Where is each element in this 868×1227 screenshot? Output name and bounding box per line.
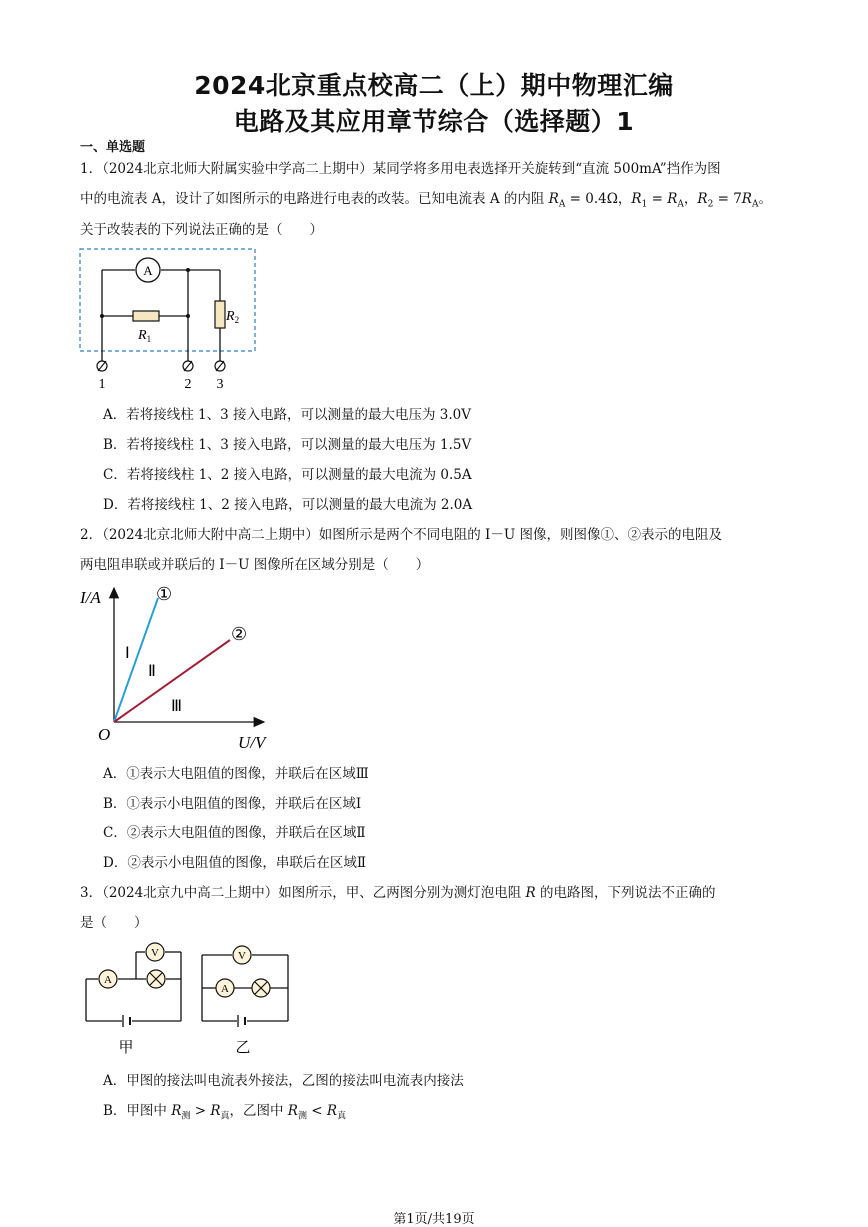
section-heading: 一、单选题 <box>80 140 146 155</box>
region-1-label: Ⅰ <box>125 645 130 662</box>
origin-label: O <box>98 725 111 744</box>
q1-option-d[interactable]: D．若将接线柱 1、2 接入电路，可以测量的最大电流为 2.0A <box>103 497 473 513</box>
q1-option-b[interactable]: B．若将接线柱 1、3 接入电路，可以测量的最大电压为 1.5V <box>103 437 472 453</box>
q3-circuit-diagrams <box>82 938 307 1058</box>
q2-option-b[interactable]: B．①表示小电阻值的图像，并联后在区域Ⅰ <box>103 796 362 812</box>
page-footer: 第1页/共19页 <box>393 1212 475 1227</box>
svg-text:A: A <box>104 974 112 986</box>
q2-option-a[interactable]: A．①表示大电阻值的图像，并联后在区域Ⅲ <box>103 766 369 782</box>
graph-line-1 <box>114 598 158 722</box>
q1-stem-line-1: 1．（2024北京北师大附属实验中学高二上期中）某同学将多用电表选择开关旋转到“直流 500mA”挡作为图 <box>80 161 721 177</box>
svg-text:1: 1 <box>98 377 106 392</box>
region-2-label: Ⅱ <box>148 663 156 680</box>
dashed-boundary <box>80 249 255 351</box>
q2-stem-line-1: 2．（2024北京北师大附中高二上期中）如图所示是两个不同电阻的 I－U 图像，则图像①、②表示的电阻及 <box>80 527 722 543</box>
q3-stem-line-1: 3．（2024北京九中高二上期中）如图所示，甲、乙两图分别为测灯泡电阻 R 的电路图，下列说法不正确的 <box>80 885 716 901</box>
q1-option-a[interactable]: A．若将接线柱 1、3 接入电路，可以测量的最大电压为 3.0V <box>103 407 472 423</box>
svg-text:A: A <box>221 983 229 995</box>
q2-option-d[interactable]: D．②表示小电阻值的图像，串联后在区域Ⅱ <box>103 855 366 871</box>
q1-option-c[interactable]: C．若将接线柱 1、2 接入电路，可以测量的最大电流为 0.5A <box>103 467 472 483</box>
line-1-label: ① <box>156 584 173 605</box>
svg-text:3: 3 <box>216 377 224 392</box>
resistor-r1 <box>133 311 159 321</box>
svg-text:V: V <box>238 950 246 962</box>
q3-option-a[interactable]: A．甲图的接法叫电流表外接法，乙图的接法叫电流表内接法 <box>103 1073 464 1089</box>
page-title-line-1: 2024北京重点校高二（上）期中物理汇编 <box>194 71 674 100</box>
y-axis-label: I/A <box>80 588 101 607</box>
q2-option-c[interactable]: C．②表示大电阻值的图像，并联后在区域Ⅱ <box>103 825 366 841</box>
r2-label: $R_2$ <box>226 309 240 325</box>
svg-text:V: V <box>151 947 159 959</box>
q2-stem-line-2: 两电阻串联或并联后的 I－U 图像所在区域分别是（ ） <box>80 557 430 573</box>
line-2-label: ② <box>231 624 248 645</box>
svg-text:2: 2 <box>184 377 192 392</box>
region-3-label: Ⅲ <box>171 698 183 715</box>
circuit-yi <box>202 946 288 1056</box>
r1-label: $R_1$ <box>138 328 152 344</box>
q1-circuit-diagram <box>78 246 263 394</box>
circuit-jia <box>86 943 181 1056</box>
q3-stem-line-2: 是（ ） <box>80 915 148 931</box>
q3-option-b[interactable]: B．甲图中 $R_测 > R_真$，乙图中 $R_测 < R_真$ <box>103 1103 347 1122</box>
x-axis-label: U/V <box>238 733 266 752</box>
svg-text:A: A <box>143 263 153 278</box>
label-jia: 甲 <box>118 1038 134 1056</box>
resistor-r2 <box>215 301 225 328</box>
q2-iu-graph <box>78 578 278 756</box>
q1-stem-line-2: 中的电流表 A，设计了如图所示的电路进行电表的改装。已知电流表 A 的内阻 $R_A = 0.4\Omega$，$R_1 = R_A$，$R_2 = 7R_A$。 <box>80 191 772 210</box>
q1-stem-line-3: 关于改装表的下列说法正确的是（ ） <box>80 222 323 238</box>
page-title-line-2: 电路及其应用章节综合（选择题）1 <box>233 107 635 136</box>
label-yi: 乙 <box>235 1038 251 1056</box>
